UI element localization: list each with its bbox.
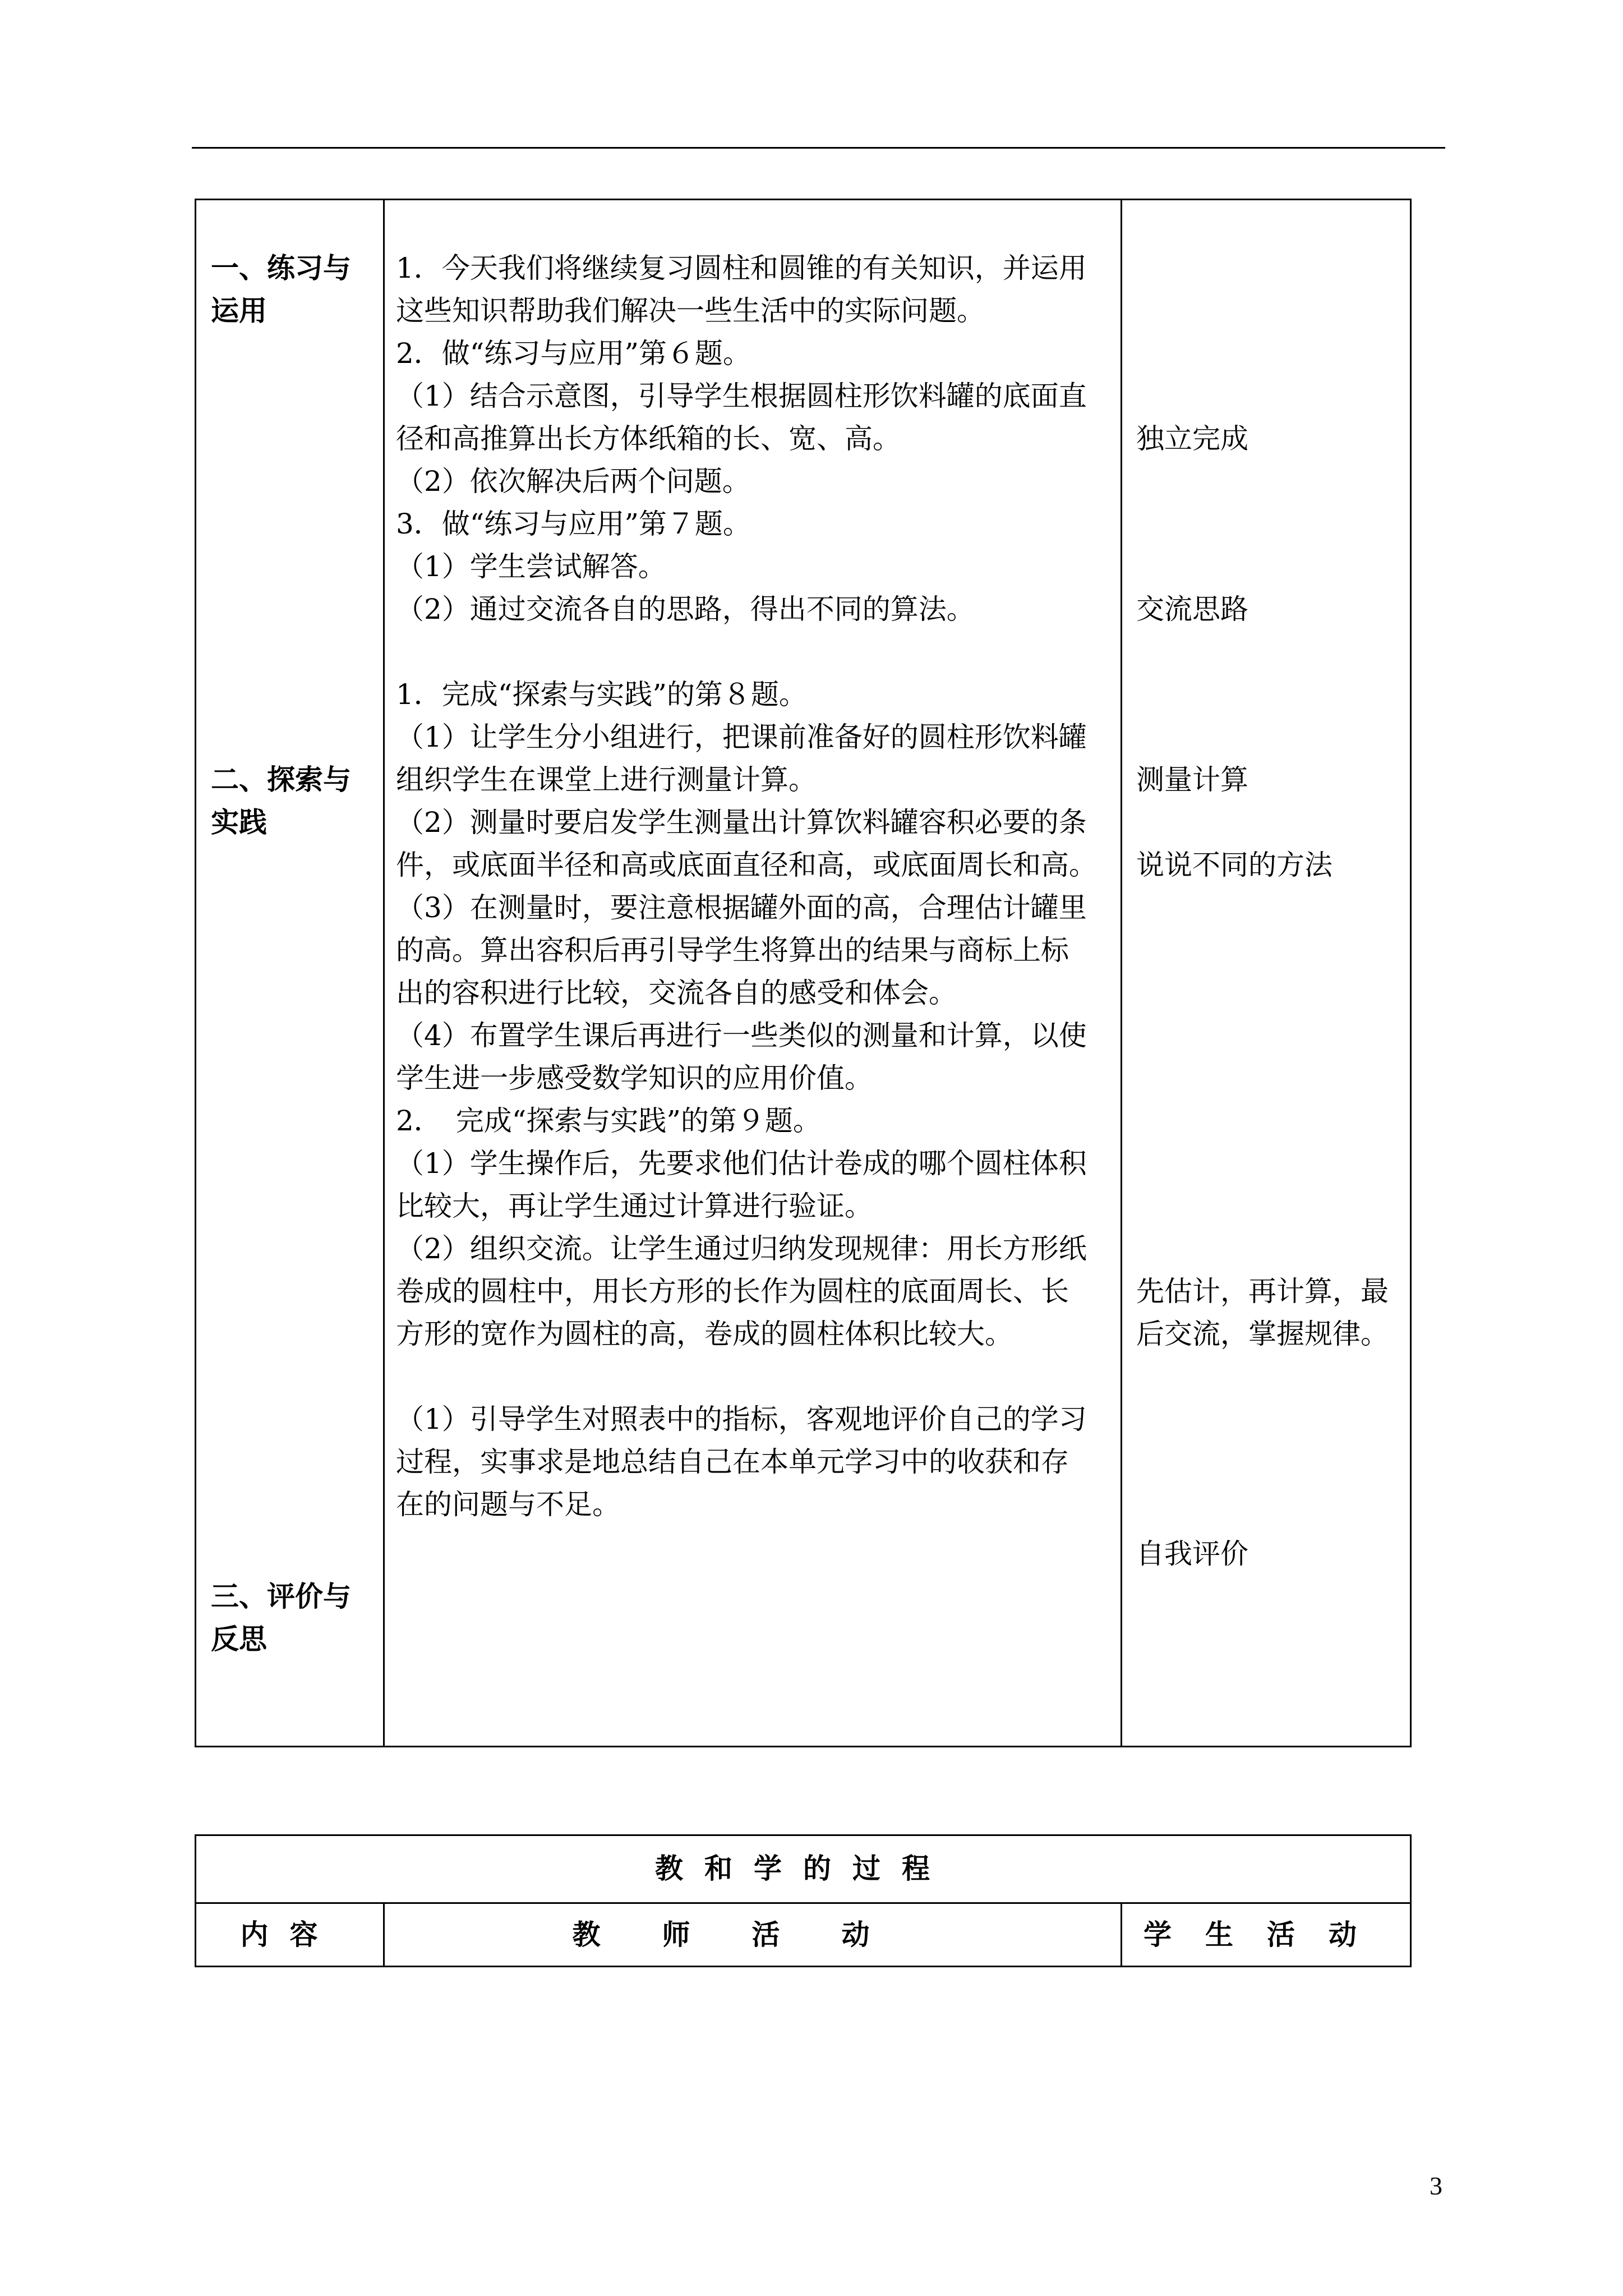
teacher-line: 出的容积进行比较，交流各自的感受和体会。 — [396, 977, 957, 1009]
column-header-content: 内容 — [240, 1918, 339, 1951]
student-note: 自我评价 — [1136, 1538, 1248, 1570]
teacher-line: 2． 完成“探索与实践”的第９题。 — [396, 1105, 821, 1137]
student-note: 独立完成 — [1136, 422, 1248, 455]
teacher-line: 1．今天我们将继续复习圆柱和圆锥的有关知识，并运用 — [396, 252, 1087, 284]
teacher-line: 卷成的圆柱中，用长方形的长作为圆柱的底面周长、长 — [396, 1275, 1069, 1308]
teacher-line: 3．做“练习与应用”第７题。 — [396, 508, 751, 540]
section-title-explore: 二、探索与 实践 — [211, 763, 351, 839]
teacher-line: 2．做“练习与应用”第６题。 — [396, 337, 751, 370]
teacher-line: 组织学生在课堂上进行测量计算。 — [396, 763, 817, 796]
process-table-title: 教和学的过程 — [655, 1852, 951, 1885]
teacher-line: 过程，实事求是地总结自己在本单元学习中的收获和存 — [396, 1446, 1069, 1478]
teacher-line: 这些知识帮助我们解决一些生活中的实际问题。 — [396, 295, 985, 327]
teacher-line: （4）布置学生课后再进行一些类似的测量和计算，以使 — [396, 1019, 1087, 1052]
teacher-line: 方形的宽作为圆柱的高，卷成的圆柱体积比较大。 — [396, 1318, 1013, 1350]
teacher-line: （1）学生操作后，先要求他们估计卷成的哪个圆柱体积 — [396, 1147, 1087, 1180]
teacher-line: （2）依次解决后两个问题。 — [396, 465, 750, 498]
teacher-line: （1）结合示意图，引导学生根据圆柱形饮料罐的底面直 — [396, 380, 1087, 412]
student-note: 先估计，再计算，最 — [1136, 1275, 1389, 1308]
teacher-line: 1．完成“探索与实践”的第８题。 — [396, 678, 807, 711]
teacher-line — [396, 1355, 1097, 1398]
teacher-line: （1）让学生分小组进行，把课前准备好的圆柱形饮料罐 — [396, 721, 1087, 753]
section-title-practice: 一、练习与 运用 — [211, 251, 351, 327]
student-note: 后交流，掌握规律。 — [1136, 1318, 1389, 1350]
teacher-line: 径和高推算出长方体纸箱的长、宽、高。 — [396, 422, 901, 455]
page-number: 3 — [1430, 2171, 1442, 2200]
student-note: 测量计算 — [1136, 763, 1248, 796]
teacher-line: （1）学生尝试解答。 — [396, 550, 666, 583]
student-note: 说说不同的方法 — [1136, 849, 1332, 881]
teacher-line: （2）测量时要启发学生测量出计算饮料罐容积必要的条 — [396, 806, 1087, 839]
section-title-reflect: 三、评价与 反思 — [211, 1580, 351, 1655]
student-note: 交流思路 — [1136, 593, 1248, 625]
teacher-line: （2）组织交流。让学生通过归纳发现规律：用长方形纸 — [396, 1232, 1087, 1265]
teacher-line: 学生进一步感受数学知识的应用价值。 — [396, 1062, 873, 1094]
column-divider-1 — [383, 199, 385, 1747]
column-divider-2 — [1121, 199, 1122, 1747]
teacher-line: 的高。算出容积后再引导学生将算出的结果与商标上标 — [396, 934, 1069, 967]
teacher-line: 比较大，再让学生通过计算进行验证。 — [396, 1190, 873, 1222]
teacher-text-block — [396, 247, 1097, 1526]
teacher-line: 在的问题与不足。 — [396, 1488, 620, 1521]
teacher-line: （1）引导学生对照表中的指标，客观地评价自己的学习 — [396, 1403, 1087, 1435]
teacher-line — [396, 631, 1097, 673]
process-header-table — [195, 1834, 1412, 1967]
column-header-teacher: 教师活动 — [572, 1918, 932, 1951]
teacher-line: 件，或底面半径和高或底面直径和高，或底面周长和高。 — [396, 849, 1097, 881]
header-rule — [192, 147, 1445, 149]
teacher-line: （3）在测量时，要注意根据罐外面的高，合理估计罐里 — [396, 891, 1087, 924]
column-header-student: 学生活动 — [1144, 1918, 1390, 1951]
teacher-line: （2）通过交流各自的思路，得出不同的算法。 — [396, 593, 975, 625]
